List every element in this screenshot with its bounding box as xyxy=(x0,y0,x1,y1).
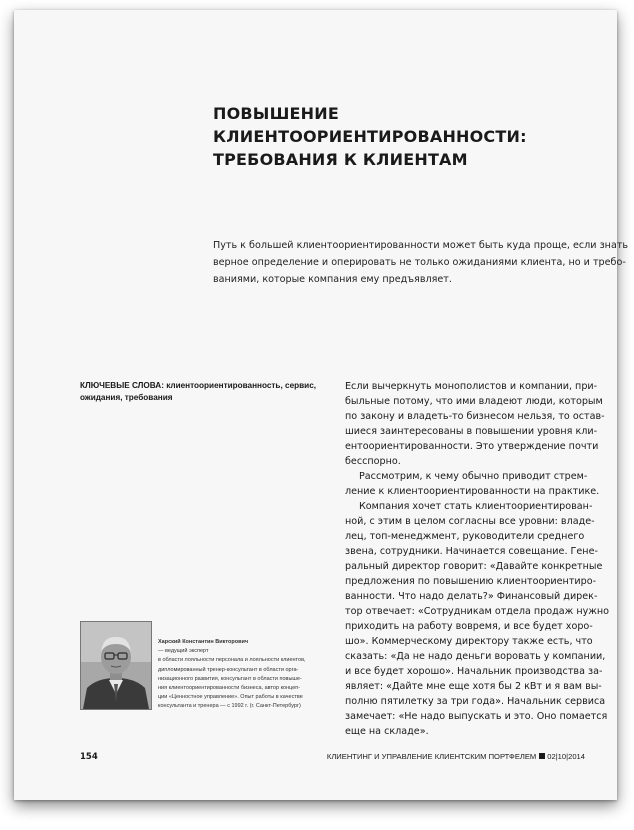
body-line: еще на складе». xyxy=(345,726,429,737)
lead-line: ваниями, которые компания ему предъявляет. xyxy=(213,274,452,285)
body-line: являет: «Дайте мне еще хотя бы 2 кВт и я вам вы- xyxy=(345,681,602,692)
author-portrait-image xyxy=(81,622,151,709)
title-line: ТРЕБОВАНИЯ К КЛИЕНТАМ xyxy=(213,150,468,169)
title-line: ПОВЫШЕНИЕ xyxy=(213,104,339,123)
body-line: лец, топ-менеджмент, руководители среднего xyxy=(345,531,585,542)
body-line: ванности. Что надо делать?» Финансовый дирек- xyxy=(345,591,598,602)
body-line: ной, с этим в целом согласны все уровни: владе- xyxy=(345,516,595,527)
body-line: звена, сотрудники. Начинается совещание. Гене- xyxy=(345,546,598,557)
author-bio-text: — ведущий эксперт xyxy=(158,648,209,655)
body-line: замечает: «Не надо выпускать и это. Оно помается xyxy=(345,711,608,722)
keywords-line: ожидания, требования xyxy=(80,393,173,402)
keywords-line: КЛЮЧЕВЫЕ СЛОВА: клиентоориентированность, сервис, xyxy=(80,381,317,390)
author-bio-line: ния клиентоориентированности бизнеса, автор концеп- xyxy=(158,685,301,692)
page-number: 154 xyxy=(80,752,98,762)
square-bullet-icon xyxy=(539,753,545,759)
body-line: ление к клиентоориентированности на практике. xyxy=(345,486,600,497)
author-bio-line: ции «Ценностное управление». Опыт работы в качестве xyxy=(158,694,303,701)
body-line: быльные потому, что ими владеют люди, которым xyxy=(345,396,603,407)
lead-line: Путь к большей клиентоориентированности может быть куда проще, если знать xyxy=(213,240,629,251)
keywords-block xyxy=(80,380,330,404)
author-bio-line: в области лояльности персонала и лояльности клиентов, xyxy=(158,657,306,664)
author-photo xyxy=(80,621,152,710)
body-line: ентоориентированности. Это утверждение почти xyxy=(345,441,599,452)
author-bio-line: дипломированный тренер-консультант в области орга- xyxy=(158,666,299,673)
body-line: тор отвечает: «Сотрудникам отдела продаж нужно xyxy=(345,606,610,617)
body-line: предложения по повышению клиентоориентиро- xyxy=(345,576,597,587)
article-body xyxy=(345,379,610,739)
body-line: шиеся заинтересованы в повышении уровня кли- xyxy=(345,426,598,437)
journal-name: КЛИЕНТИНГ И УПРАВЛЕНИЕ КЛИЕНТСКИМ ПОРТФЕЛЕМ xyxy=(326,752,537,761)
author-bio xyxy=(158,638,338,712)
author-bio-line: консультанта и тренера — с 1992 г. (г. Санкт-Петербург) xyxy=(158,703,301,710)
journal-issue: 02|10|2014 xyxy=(547,752,585,761)
body-line: приходить на работу вовремя, и все будет хоро- xyxy=(345,621,593,632)
body-line: бесспорно. xyxy=(345,456,401,467)
journal-footer xyxy=(327,752,585,761)
author-bio-first-line xyxy=(158,638,338,656)
document-page xyxy=(14,10,629,800)
body-line: сказать: «Да не надо деньги воровать у компании, xyxy=(345,651,606,662)
body-line: шо». Коммерческому директору также есть, что xyxy=(345,636,593,647)
lead-line: верное определение и оперировать не только ожиданиями клиента, но и требо- xyxy=(213,257,626,268)
body-line: ральный директор говорит: «Давайте конкретные xyxy=(345,561,603,572)
body-line: и все будет хорошо». Начальник производства за- xyxy=(345,666,603,677)
author-bio-line: низационного развития, консультант в области повыше- xyxy=(158,675,302,682)
author-name: Харский Константин Викторович xyxy=(158,639,249,645)
body-line: полню пятилетку за три года». Начальник сервиса xyxy=(345,696,606,707)
article-title xyxy=(213,102,573,171)
article-lead xyxy=(213,237,629,288)
body-line: Рассмотрим, к чему обычно приводит стрем- xyxy=(359,471,588,482)
body-line: Компания хочет стать клиентоориентирован- xyxy=(359,501,593,512)
title-line: КЛИЕНТООРИЕНТИРОВАННОСТИ: xyxy=(213,127,527,146)
body-line: по закону и владеть-то бизнесом нельзя, то остав- xyxy=(345,411,605,422)
body-line: Если вычеркнуть монополистов и компании, при- xyxy=(345,381,598,392)
